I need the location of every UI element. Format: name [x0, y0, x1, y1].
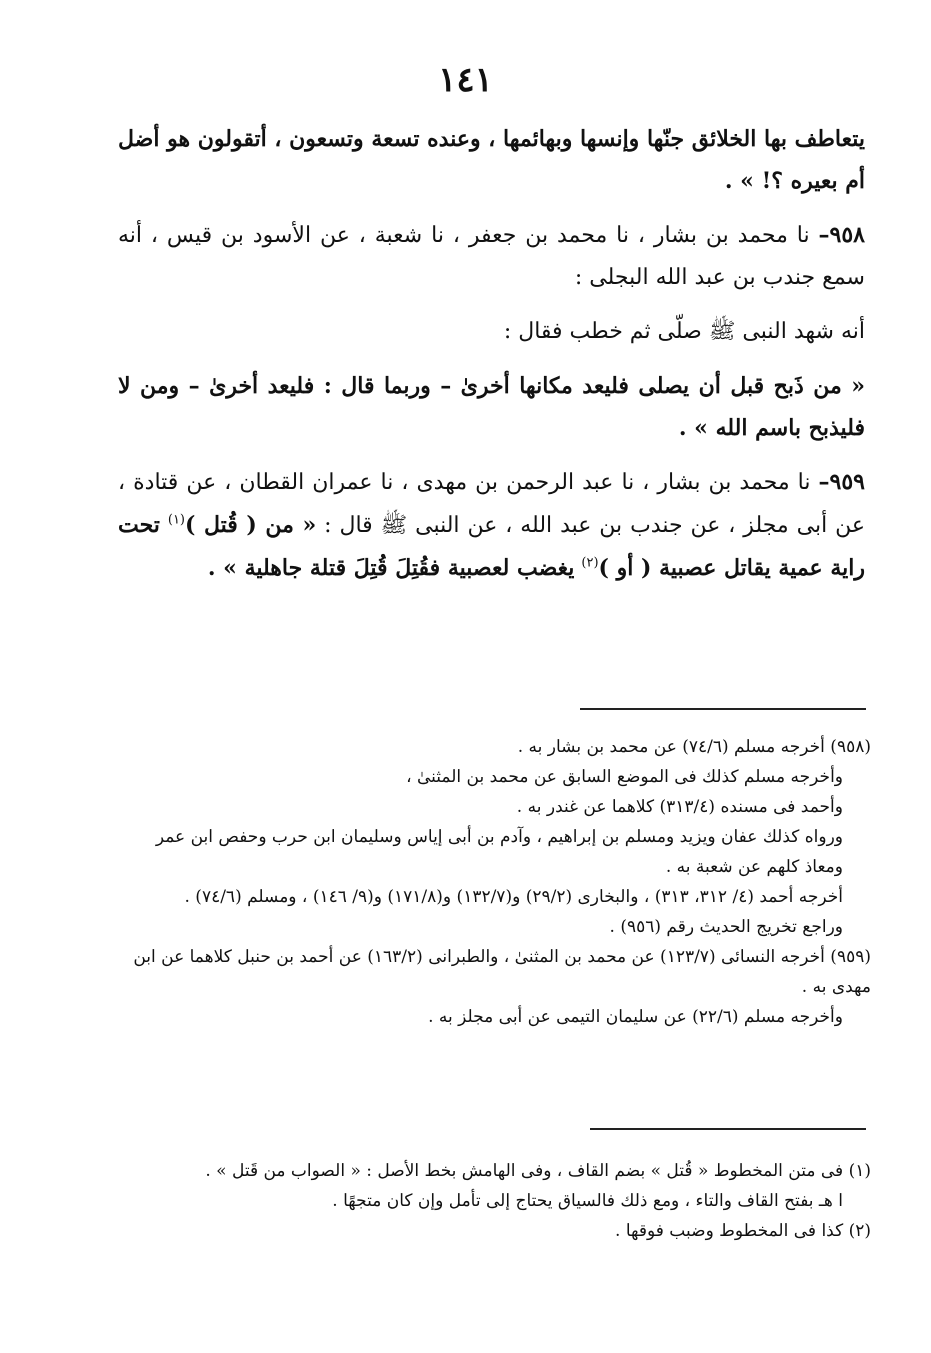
hadith-958-isnad-text: نا محمد بن بشار ، نا محمد بن جعفر ، نا شعبة ، عن الأسود بن قيس ، أنه سمع جندب بن عبد الله البجلى :	[118, 223, 865, 290]
page-number: ١٤١	[438, 60, 493, 100]
takhrij-section	[120, 732, 871, 1032]
hadith-959-matn-mid: تحت راية عمية يقاتل عصبية ( أو )	[118, 512, 865, 581]
takhrij-958-line-1: (٩٥٨) أخرجه مسلم (٧٤/٦) عن محمد بن بشار به .	[517, 737, 871, 757]
hadith-958-matn: « من ذَبح قبل أن يصلى فليعد مكانها أخرىٰ – وربما قال : فليعد أخرىٰ – ومن لا فليذبح باسم الله » .	[118, 373, 865, 441]
hadith-958-number: ٩٥٨–	[818, 222, 865, 248]
footnote-ref-1: (١)	[167, 512, 185, 528]
hadith-959-number: ٩٥٩–	[818, 469, 865, 495]
notes-divider	[590, 1128, 866, 1130]
takhrij-958-line-4: ورواه كذلك عفان ويزيد ومسلم بن إبراهيم ، وآدم بن أبى إياس وسليمان ابن حرب وحفص ابن عمر ومعاذ كلهم عن شعبة به .	[155, 827, 843, 877]
hadith-959-paragraph	[118, 461, 865, 590]
takhrij-958-line-5: أخرجه أحمد (٤/ ٣١٢، ٣١٣) ، والبخارى (٢٩/٢) و(١٣٢/٧) و(١٧١/٨) و(٩/ ١٤٦) ، ومسلم (٧٤/٦) .	[184, 887, 843, 907]
takhrij-959-line-1: (٩٥٩) أخرجه النسائى (١٢٣/٧) عن محمد بن المثنىٰ ، والطبرانى (١٦٣/٢) عن أحمد بن حنبل كلاهما عن ابن مهدى به .	[133, 947, 871, 997]
takhrij-958-line-3: وأحمد فى مسنده (٣١٣/٤) كلاهما عن غندر به .	[516, 797, 843, 817]
note-2: (٢) كذا فى المخطوط وضبب فوقها .	[615, 1221, 871, 1241]
hadith-959-isnad: نا محمد بن بشار ، نا عبد الرحمن بن مهدى ، نا عمران القطان ، عن قتادة ، عن أبى مجلز ، عن جندب بن عبد الله ، عن النبى ﷺ قال :	[118, 470, 865, 538]
main-text	[118, 118, 865, 590]
continuation-paragraph: يتعاطف بها الخلائق جنّها وإنسها وبهائمها ، وعنده تسعة وتسعون ، أتقولون هو أضل أم بعيره ؟! » .	[118, 126, 865, 194]
takhrij-958-line-6: وراجع تخريج الحديث رقم (٩٥٦) .	[609, 917, 843, 937]
takhrij-959-line-2: وأخرجه مسلم (٢٢/٦) عن سليمان التيمى عن أبى مجلز به .	[428, 1007, 843, 1027]
note-1-line-1: (١) فى متن المخطوط « قُتل » بضم القاف ، وفى الهامش بخط الأصل : « الصواب من قَتل » .	[205, 1161, 871, 1181]
note-1-line-2: ا هـ بفتح القاف والتاء ، ومع ذلك فالسياق يحتاج إلى تأمل وإن كان متجهًا .	[332, 1191, 843, 1211]
takhrij-divider	[580, 708, 866, 710]
hadith-958-isnad	[118, 214, 865, 299]
notes-section	[120, 1156, 871, 1246]
hadith-959-matn-start: « من ( قُتل )	[185, 512, 317, 538]
hadith-959-matn-end: يغضب لعصبية فقُتِلَ قُتِلَ قتلة جاهلية » .	[207, 555, 575, 581]
takhrij-958-line-2: وأخرجه مسلم كذلك فى الموضع السابق عن محمد بن المثنىٰ ،	[406, 767, 843, 787]
hadith-958-context: أنه شهد النبى ﷺ صلّى ثم خطب فقال :	[503, 319, 865, 344]
footnote-ref-2: (٢)	[581, 555, 599, 571]
